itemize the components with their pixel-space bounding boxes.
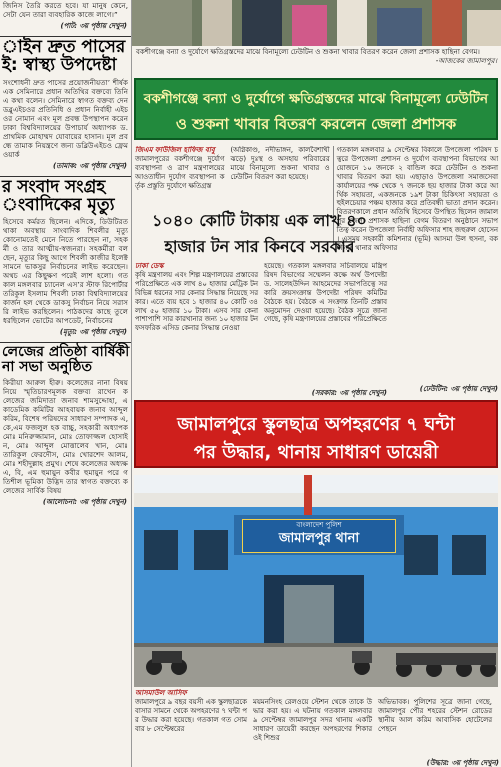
byline: জিএম ফাউজিল হাফিজ বাবু (135, 146, 215, 154)
article-snippet-top: জিনিস তৈরি করতে হবে। যা মানুষ কেনে, সেটা যেন তারা ব্যবহারিক কাজে লাগে।” (3, 1, 128, 19)
left-column (0, 0, 131, 767)
article-fertilizer-col1: কৃষি মন্ত্রণালয় এবং শিল্প মন্ত্রণালয়ের প্রস্তাবের পরিপ্রেক্ষিতে এক লাখ ৪০ হাজার মেট্রিক টন বিভিন্ন ধরনের সার কেনার সিদ্ধান্ত নিয়েছে সরকার। এতে ব্যয় হবে ১ হাজার ৪০ কোটি ৩৪ লাখ ৫০ হাজার ১০ টাকা। এসব সার কেনা পাশাপাশি সার কারখানার জন্য ১০ হাজার টন ফসফরিক এসিড কেনার সিদ্ধান্ত নেওয়া (135, 270, 258, 333)
headline-abduction-line1: জামালপুরে স্কুলছাত্র অপহরণের ৭ ঘন্টা (177, 414, 455, 435)
continuation-note: (আলোচনা: ৩য় পৃষ্ঠায় দেখুন) (42, 497, 127, 506)
photo-illustration (132, 0, 501, 46)
headline-tobacco-line2: ই: স্বাস্থ্য উপদেষ্টা (2, 54, 117, 75)
headline-banner-abduction (134, 400, 498, 468)
headline-fertilizer-line2: হাজার টন সার কিনবে সরকার (164, 237, 355, 256)
headline-tobacco-line1: াইন দ্রুত পাসের (2, 37, 126, 57)
continuation-note: (মৃত্যু: ৩য় পৃষ্ঠায় দেখুন) (59, 328, 127, 337)
photo-credit: -আজকের জামালপুর। (435, 57, 497, 65)
sign-line1: বাংলাদেশ পুলিশ (296, 521, 342, 529)
continuation-note: (সরকার: ৩য় পৃষ্ঠায় দেখুন) (311, 389, 387, 397)
article-college-body: কিরীয়া আরুল হীরু। কলেজের নানা বিষয় নিয়ে স্মৃতিচারণমূলক বক্তব্য রাখেন কলেজের জমিদাতা জনাব শামসুদ্দোহা, একাডেমিক কমিটির আহবায়ক জনাব আব্দুল করিম, বিশেষ পরিষদের সাধারণ সম্পাদক এ,কে,এম ফজলুল হক বাচ্চু, সহকারী অধ্যাপক মোঃ মনিরুজ্জামান, মোঃ তোফাজ্জল হোসাইন, মোঃ আব্দুল মোত্তালেব খান, মোঃ তারিকুল ফেরদৌস, মোঃ খোরশেদ আলম, মোঃ শহীদুল্লাহ প্রমুখ। শেষে কলেজের অধ্যক্ষ এ, বি, এম হুমায়ুন কবীর হুমায়ুন পরে গতিশীল ভূমিকা উদ্ভিদ তার স্বাগত বক্তব্যে কলেজের সার্বিক বিষয় (3, 377, 128, 495)
headline-abduction-line2: পর উদ্ধার, থানায় সাধারণ ডায়েরী (193, 442, 439, 463)
right-column (132, 0, 501, 767)
byline: ঢাকা ডেস্ক (135, 262, 164, 270)
headline-journalist-line1: র সংবাদ সংগ্রহ (2, 176, 106, 197)
article-abduction-col3: অভিভাবক। পুলিশের সূত্রে জানা গেছে, জামালপুর পৌর শহরের স্টেশন রোডের স্থানীয় আল করিম আবাসিক হোটেলের পেছনে (378, 698, 492, 733)
headline-banner-relief (134, 78, 498, 140)
photo-caption: বকশীগঞ্জে বন্যা ও দুর্যোগে ক্ষতিগ্রস্তদের মাঝে বিনামূল্যে ঢেউটিন ও শুকনা খাবার বিতরণ করেন জেলা প্রশাসক হাছিনা বেগম। (136, 48, 480, 56)
photo-illustration (134, 475, 498, 687)
continuation-note: (উদ্ধার: ৩য় পৃষ্ঠায় দেখুন) (426, 759, 499, 767)
continuation-note: (তামাক: ৩য় পৃষ্ঠায় দেখুন) (52, 161, 127, 170)
sign-line2: জামালপুর থানা (278, 531, 360, 546)
article-relief-col2: (অগ্নিকাণ্ড, নদীভাঙ্গন, কালবৈশাখী ঝড়ে) দুঃস্থ ও অসহায় পরিবারের মাঝে বিনামূল্যে শুকনা খাবার ও ঢেউটিন বিতরণ করা হয়েছে। (230, 146, 330, 181)
headline-fertilizer-line1: ১০৪০ কোটি টাকায় এক লাখ ৪০ (152, 211, 367, 230)
article-relief-col1: জামালপুরের বকশীগঞ্জে দুর্যোগ ব্যবস্থাপনা ও ত্রাণ মন্ত্রণালয়ের আওতাধীন দুর্যোগ ব্যবস্থাপনা কর্তৃক প্রস্তুতি দুর্যোগে ক্ষতিগ্রস্ত (135, 154, 225, 190)
article-journalist-body: হিসেবে কর্মরত ছিলেন। এদিকে, ডিউটিরত থাকা অবস্থায় সাংবাদিক শিবলীর মৃত্যু কোনোমতেই মেনে নিতে পারছেন না, সহকর্মী ও তার আত্মীয়-স্বজনরা। সহকর্মীরা বলছেন, মৃত্যুর কিছু আগে শিবলী কাজীর ইলেক্ট সামনে ভাকসুর নির্বাচনের লাইভ করেছেন। অথচ এর কিছুক্ষণ পরেই লাশ হলো। গতকাল মঙ্গলবার চ্যানেল এস’র স্টাফ রিপোর্টার তরিকুল ইসলাম শিবলী ঢাকা বিশ্ববিদ্যালয়ের কার্জন হল থেকে ডাকসু নির্বাচন নিয়ে সরাসরি লাইভ করছিলেন। পাঠকদের কাছে তুলে ধরছিলেন ভোটের আপডেট, নির্বাচনের (3, 217, 128, 326)
article-tobacco-body: সংশোধনী দ্রুত পাসের প্রয়োজনীয়তা’ শীর্ষক এক সেমিনারে প্রধান অতিথির বক্তব্যে তিনি এ কথা বলেন। সেমিনারে স্বাগত বক্তব্য দেন ডব্লুএইচওর প্রতিনিধি ও প্রধান নির্বাহী এইচওর নোমান এবং মূল প্রবন্ধ উপস্থাপন করেন ঢাকা বিশ্ববিদ্যালয়ের উপাচার্য অধ্যাপক ড. প্রাথমিক মোহাম্মদ যোবায়ের হাসান। মূল প্রবন্ধে তামাক নিয়ন্ত্রণে জন্য ডব্লিউএইচও ফ্রেমওয়ার্ক (3, 77, 128, 159)
byline: আসমাউল আসিফ (135, 689, 187, 697)
article-abduction-col1: জামালপুরে ৯ বছর বয়সী এক স্কুলছাত্রকে বাসার সামনে থেকে অপহরণের ৭ ঘন্টা পর উদ্ধার করা হয়েছে। গতকাল গত সোমবার ৮ সেপ্টেম্বরের (135, 697, 247, 733)
headline-college-line2: না সভা অনুষ্ঠিত (2, 359, 93, 376)
police-station-photo (134, 475, 498, 687)
article-abduction-col2: ময়মনসিংহ রেলওয়ে স্টেশন থেকে তাকে উদ্ধার করা হয়। এ ঘটনায় গতকাল মঙ্গলবার ৯ সেপ্টেম্বর জামালপুর সদর থানায় একটি সাধারণ ডায়েরী করছেন অপহরণের শিকার ওই শিশুর (253, 698, 372, 742)
headline-relief-line2: ও শুকনা খাবার বিতরণ করলেন জেলা প্রশাসক (175, 115, 457, 133)
article-fertilizer-col2: হয়েছে। গতকাল মঙ্গলবার সচিবালয়ে মন্ত্রিপরিষদ বিভাগের সম্মেলন কক্ষে অর্থ উপদেষ্টা ড. সালেহউদ্দিন আহমেদের সভাপতিত্বে সরকারি ক্রয়সংক্রান্ত উপদেষ্টা পরিষদ কমিটির বৈঠকে হয়। বৈঠকে এ সংক্রান্ত তিনটি প্রস্তাব অনুমোদন দেওয়া হয়েছে। বৈঠক সূত্রে জানা গেছে, কৃষি মন্ত্রণালয়ের প্রস্তাবের পরিপ্রেক্ষিতে (264, 262, 387, 324)
article-fertilizer (132, 262, 390, 387)
continuation-note: (ঢেউটিন: ৩য় পৃষ্ঠায় দেখুন) (419, 385, 498, 393)
police-station-sign (242, 519, 396, 553)
headline-relief-line1: বকশীগঞ্জে বন্যা ও দুর্যোগে ক্ষতিগ্রস্তদের মাঝে বিনামূল্যে ঢেউটিন (143, 91, 489, 107)
headline-college-line1: লেজের প্রতিষ্ঠা বার্ষিকী (2, 344, 130, 361)
headline-journalist-line2: ংবাদিকের মৃত্যু (2, 194, 115, 215)
relief-distribution-photo (132, 0, 501, 46)
article-relief-col3: গতকাল মঙ্গলবার ৯ সেপ্টেম্বর বিকালে উপজেলা পরিষদ চত্বরে উপজেলা প্রশাসন ও দুর্যোগ ব্যবস্থাপনা বিভাগের আয়োজনে ১০ জনকে ২ বান্ডিল করে ঢেউটিন ও শুকনা খাবার বিতরণ করা হয়। এছাড়াও উপজেলা সমাজসেবা কার্যালয়ের পক্ষ থেকে ৭ জনকে ছয় হাজার টাকা করে আর্থিক সহায়তা, একজনকে ১৯শ টাকা চিকিৎসা সহায়তা ও হুইলচেয়ার পঞ্চম হাজার করে প্রতিবন্ধী ভাতা প্রদান করেন। বিতরণকালে প্রধান অতিথি হিসেবে উপস্থিত ছিলেন জামালপুর জেলা প্রশাসক হাছিনা বেগম বিতরণ অনুষ্ঠানে সভাপতিত্ব করেন উপজেলা নির্বাহী অফিসার শাহ জহুরুল হোসেন। এসময় সহকারী কমিশনার (ভূমি) আসমা উল হুসনা, বকশীগঞ্জ থানার অফিসার (336, 146, 498, 252)
continuation-note: (পাট: ৩য় পৃষ্ঠায় দেখুন) (60, 22, 127, 30)
